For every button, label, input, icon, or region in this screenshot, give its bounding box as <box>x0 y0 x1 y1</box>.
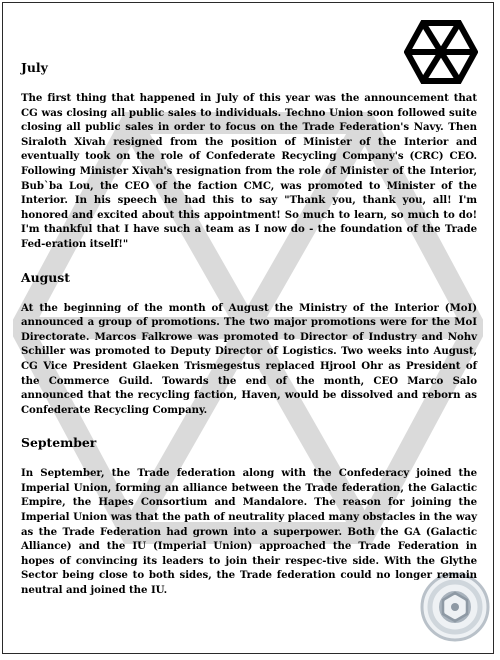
section-heading: September <box>21 435 97 451</box>
section-paragraph: At the beginning of the month of August the Ministry of the Interior (MoI) announced a group of promotions. The two major promotions were for the MoI Directorate. Marcos Falkrowe was promoted to Director of Industry and Nohv Schiller was promoted to Deputy Director of Logistics. Two weeks into August, CG Vice President Glaeken Trismegestus replaced Hjrool Ohr as President of the Commerce Guild. Towards the end of the month, CEO Marco Salo announced that the recycling faction, Haven, would be dissolved and reborn as Confederate Recycling Company. <box>21 301 477 416</box>
section-heading: August <box>21 269 70 285</box>
section-august <box>21 270 477 418</box>
section-paragraph: The first thing that happened in July of this year was the announcement that CG was closing all public sales to individuals. Techno Union soon followed suite closing all public sales in order to focus on the Trade Federation's Navy. Then Siraloth Xivah resigned from the position of Minister of the Interior and eventually took on the role of Confederate Recycling Company's (CRC) CEO. Following Minister Xivah's resignation from the role of Minister of the Interior, Bub`ba Lou, the CEO of the faction CMC, was promoted to Minister of the Interior. In his speech he had this to say "Thank you, thank you, all! I'm honored and excited about this appointment! So much to learn, so much to do! I'm thankful that I have such a team as I now do - the foundation of the Trade Fed-eration itself!" <box>21 92 477 250</box>
section-paragraph: In September, the Trade federation along with the Confederacy joined the Imperial Union, forming an alliance between the Trade federation, the Galactic Empire, the Hapes Consortium and Mandalore. The reason for joining the Imperial Union was that the path of neutrality placed many obstacles in the way as the Trade Federation had grown into a superpower. Both the GA (Galactic Alliance) and the IU (Imperial Union) approached the Trade Federation in hopes of convincing its leaders to join their respec-tive side. With the Glythe Sector being close to both sides, the Trade federation could no longer remain neutral and joined the IU. <box>21 467 477 597</box>
document-page <box>2 2 494 654</box>
section-september <box>21 435 477 597</box>
section-july <box>21 60 477 252</box>
article-body <box>21 60 477 616</box>
section-heading: July <box>21 60 48 75</box>
